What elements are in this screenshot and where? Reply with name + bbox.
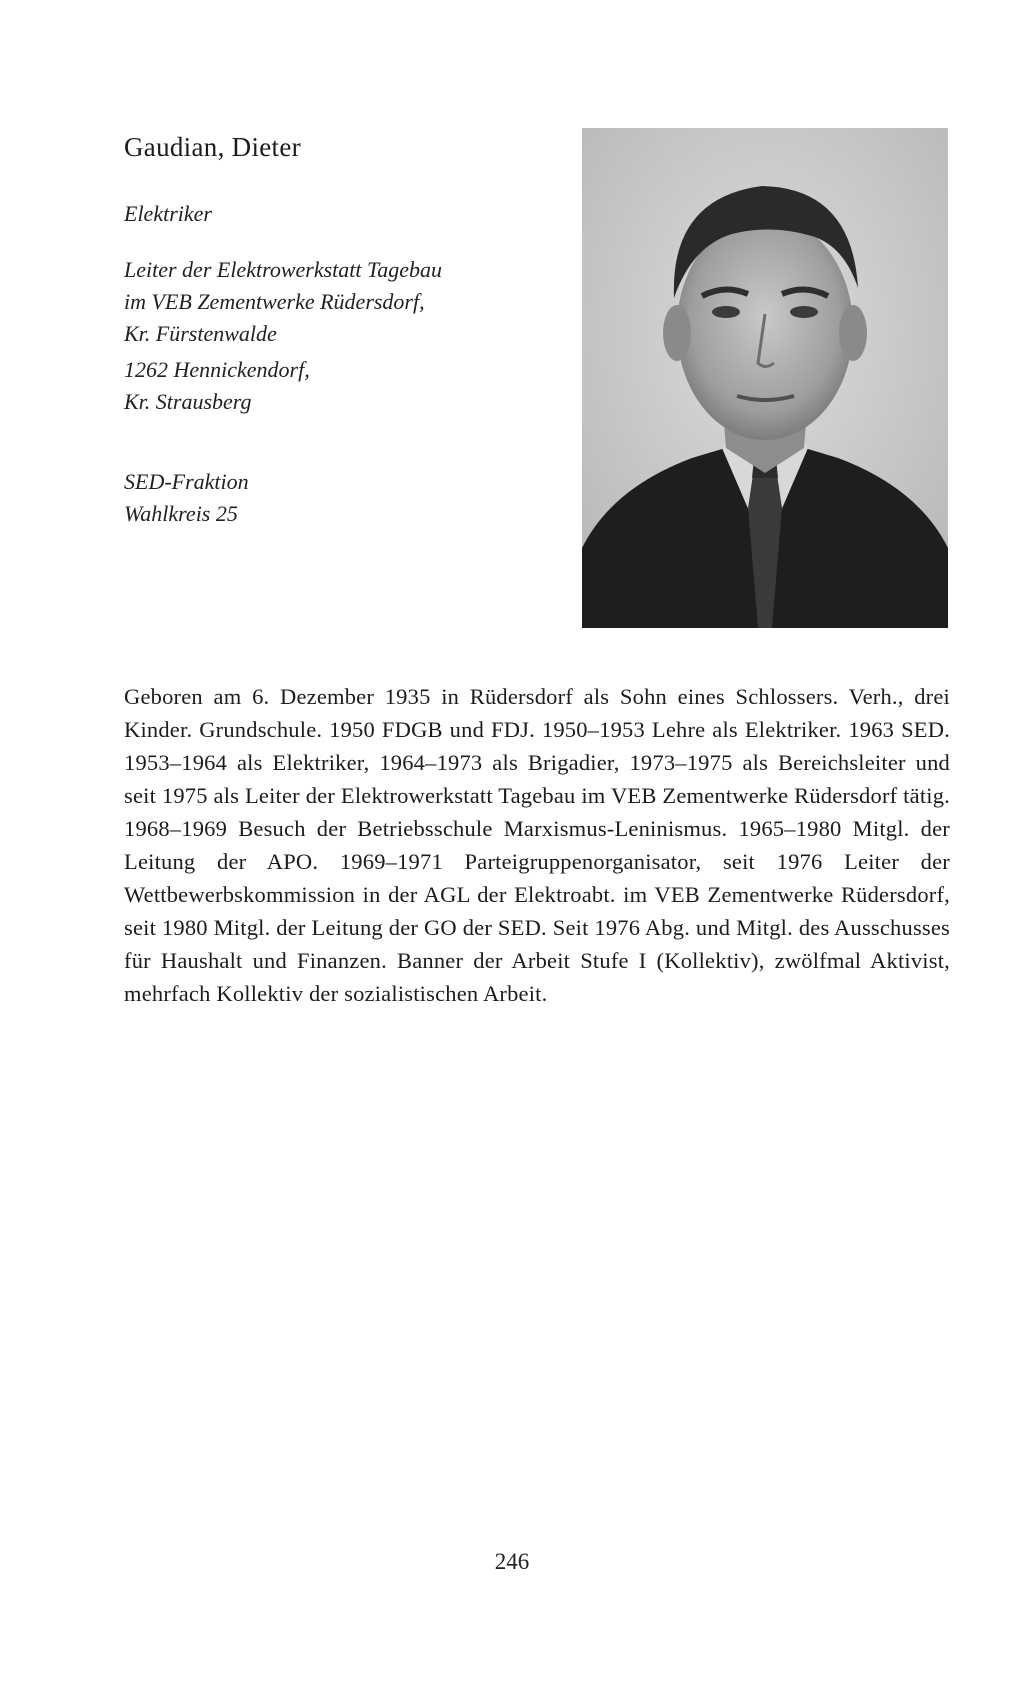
occupation-text: Elektriker (124, 201, 212, 226)
workplace-line: Leiter der Elektrowerkstatt Tagebau (124, 257, 442, 282)
address (124, 354, 310, 418)
workplace-line: im VEB Zementwerke Rüdersdorf, (124, 289, 425, 314)
page-number: 246 (494, 1549, 530, 1574)
faction-line: Wahlkreis 25 (124, 501, 238, 526)
portrait-photo (582, 128, 948, 628)
faction-line: SED-Fraktion (124, 469, 249, 494)
address-line: 1262 Hennickendorf, (124, 357, 310, 382)
portrait-icon (582, 128, 948, 628)
faction (124, 466, 249, 530)
occupation (124, 198, 212, 230)
address-line: Kr. Strausberg (124, 389, 252, 414)
person-name: Gaudian, Dieter (124, 132, 301, 162)
biography: Geboren am 6. Dezember 1935 in Rüdersdorf als Sohn eines Schlossers. Verh., drei Kinder. Grundschule. 1950 FDGB und FDJ. 1950–1953 Lehre als Elektriker. 1963 SED. 1953–1964 als Elektriker, 1964–1973 als Brigadier, 1973–1975 als Bereichsleiter und seit 1975 als Leiter der Elektrowerkstatt Tagebau im VEB Zementwerke Rüdersdorf tätig. 1968–1969 Besuch der Betriebsschule Marxismus-Leninismus. 1965–1980 Mitgl. der Leitung der APO. 1969–1971 Parteigruppenorganisator, seit 1976 Leiter der Wettbewerbskommission in der AGL der Elektroabt. im VEB Zementwerke Rüdersdorf, seit 1980 Mitgl. der Leitung der GO der SED. Seit 1976 Abg. und Mitgl. des Ausschusses für Haushalt und Finanzen. Banner der Arbeit Stufe I (Kollektiv), zwölfmal Aktivist, mehrfach Kollektiv der sozialistischen Arbeit. (124, 684, 950, 1006)
workplace (124, 254, 442, 350)
workplace-line: Kr. Fürstenwalde (124, 321, 277, 346)
